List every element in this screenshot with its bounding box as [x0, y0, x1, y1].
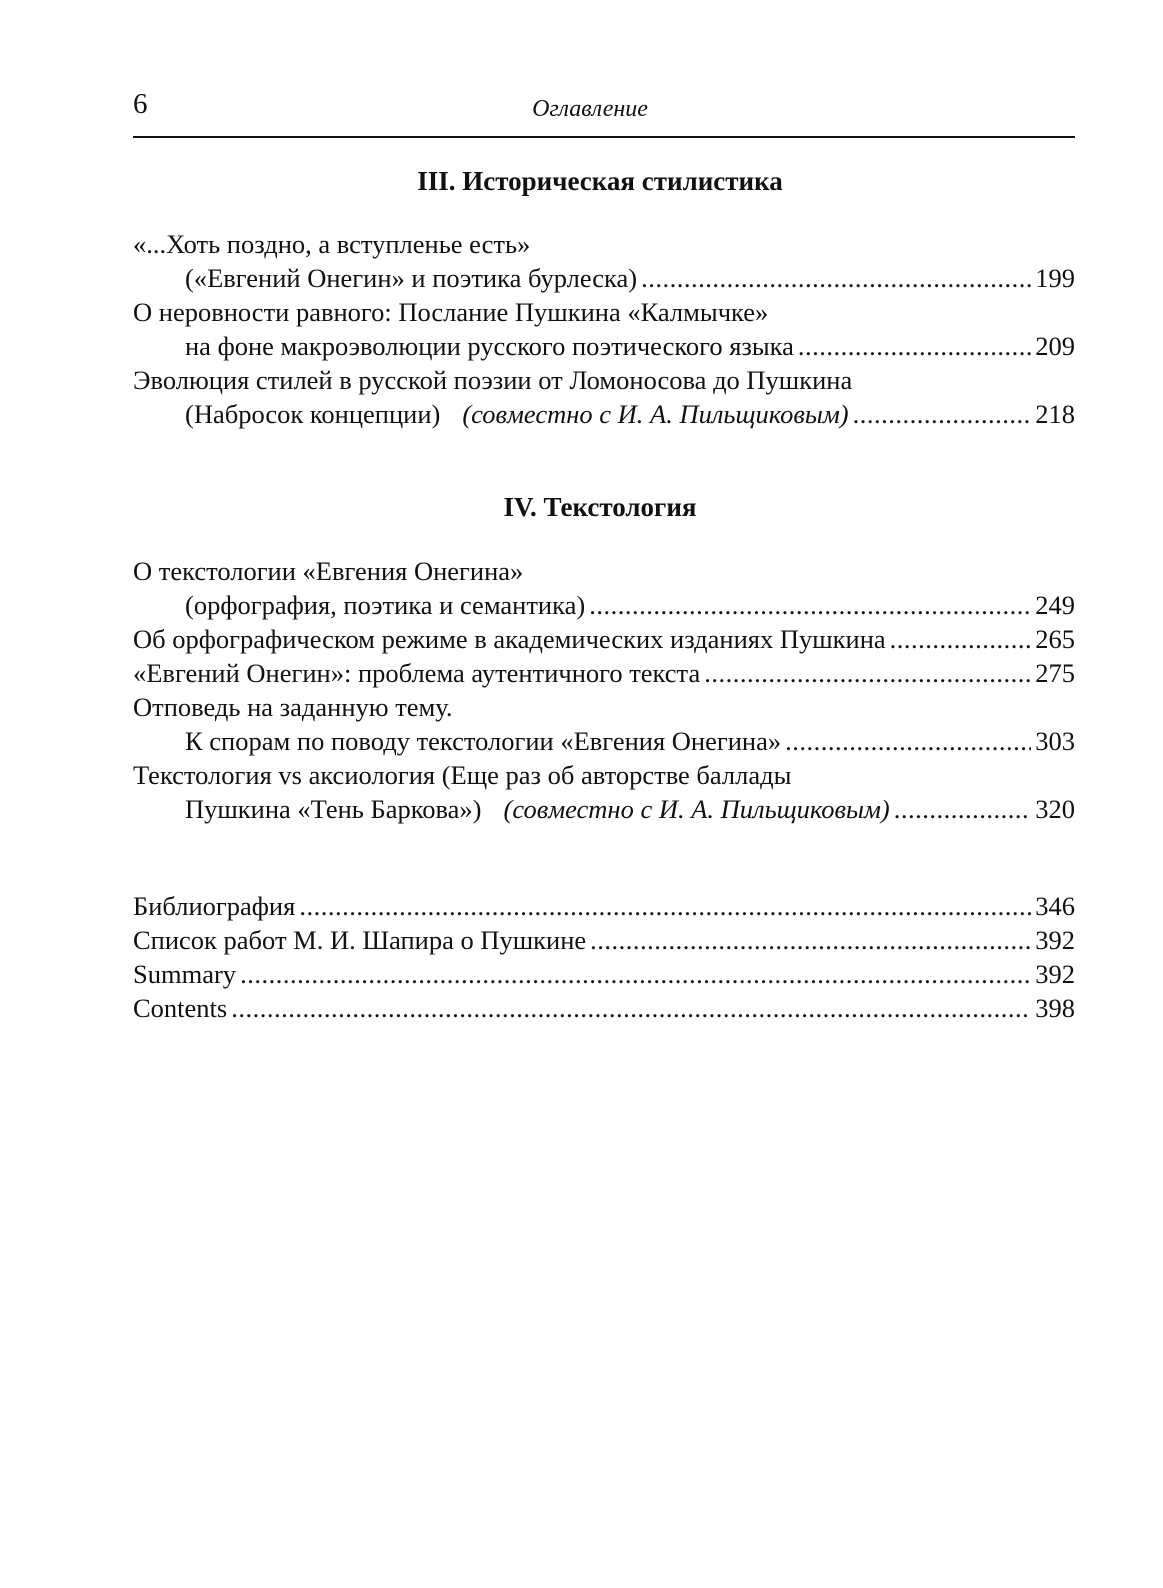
toc-page-number: 398 — [1035, 993, 1075, 1023]
toc-entry-line — [133, 656, 1075, 690]
toc-entry-line — [133, 227, 1075, 261]
toc-page-number: 209 — [1035, 331, 1075, 361]
toc-entry-line — [133, 991, 1075, 1025]
header-rule — [133, 136, 1075, 138]
toc-entry-line — [133, 758, 1075, 792]
toc-entry-title: Отповедь на заданную тему. — [133, 692, 453, 722]
toc-entry-subtitle: (орфография, поэтика и семантика) — [185, 590, 586, 620]
toc-back-matter — [133, 889, 1075, 1025]
toc-entry-line — [133, 792, 1075, 826]
toc-entry-line — [133, 889, 1075, 923]
dot-leader — [590, 923, 1031, 957]
toc-page-number: 275 — [1035, 658, 1075, 688]
toc-entry-line — [133, 295, 1075, 329]
section-title-3: III. Историческая стилистика — [417, 166, 783, 196]
toc-page-number: 249 — [1035, 590, 1075, 620]
toc-entry-title: Библиография — [133, 891, 296, 921]
toc-entry-line — [133, 588, 1075, 622]
toc-entry-subtitle: («Евгений Онегин» и поэтика бурлеска) — [185, 263, 638, 293]
toc-entry-subtitle: на фоне макроэволюции русского поэтического языка — [185, 331, 794, 361]
toc-author-note: (совместно с И. А. Пильщиковым) — [503, 794, 890, 824]
toc-entry-line — [133, 363, 1075, 397]
toc-page-number: 320 — [1035, 794, 1075, 824]
dot-leader — [890, 622, 1032, 656]
toc-entry-title: «Евгений Онегин»: проблема аутентичного текста — [133, 658, 701, 688]
dot-leader — [704, 656, 1031, 690]
dot-leader — [299, 889, 1031, 923]
toc-author-note: (совместно с И. А. Пильщиковым) — [462, 399, 849, 429]
dot-leader — [894, 792, 1032, 826]
toc-section-3 — [133, 227, 1075, 431]
toc-page-number: 199 — [1035, 263, 1075, 293]
dot-leader — [798, 329, 1031, 363]
toc-entry-line — [133, 923, 1075, 957]
toc-entry-line — [133, 724, 1075, 758]
page-number: 6 — [133, 88, 148, 120]
toc-entry-line — [133, 554, 1075, 588]
section-title-4: IV. Текстология — [503, 492, 697, 522]
toc-entry-title: Эволюция стилей в русской поэзии от Ломоносова до Пушкина — [133, 365, 853, 395]
dot-leader — [589, 588, 1031, 622]
toc-page-number: 392 — [1035, 925, 1075, 955]
toc-section-4 — [133, 554, 1075, 826]
toc-entry-title: О текстологии «Евгения Онегина» — [133, 556, 524, 586]
dot-leader — [231, 991, 1031, 1025]
toc-entry-title: О неровности равного: Послание Пушкина «Калмычке» — [133, 297, 769, 327]
toc-entry-subtitle: (Набросок концепции) — [185, 399, 441, 429]
toc-entry-line — [133, 397, 1075, 431]
toc-entry-line — [133, 622, 1075, 656]
toc-entry-title: Список работ М. И. Шапира о Пушкине — [133, 925, 587, 955]
dot-leader — [785, 724, 1031, 758]
toc-page-number: 346 — [1035, 891, 1075, 921]
dot-leader — [240, 957, 1031, 991]
toc-page-number: 303 — [1035, 726, 1075, 756]
toc-entry-line — [133, 329, 1075, 363]
toc-entry-title: Contents — [133, 993, 228, 1023]
toc-page-number: 265 — [1035, 624, 1075, 654]
toc-entry-subtitle: К спорам по поводу текстологии «Евгения Онегина» — [185, 726, 782, 756]
toc-page-number: 218 — [1035, 399, 1075, 429]
toc-entry-line — [133, 690, 1075, 724]
toc-entry-line — [133, 957, 1075, 991]
toc-entry-line — [133, 261, 1075, 295]
toc-entry-title: Summary — [133, 959, 237, 989]
dot-leader — [641, 261, 1031, 295]
toc-entry-subtitle: Пушкина «Тень Баркова») — [185, 794, 482, 824]
dot-leader — [853, 397, 1032, 431]
toc-entry-title: Текстология vs аксиология (Еще раз об авторстве баллады — [133, 760, 792, 790]
running-title: Оглавление — [532, 96, 648, 122]
toc-entry-title: «...Хоть поздно, а вступленье есть» — [133, 229, 531, 259]
toc-page-number: 392 — [1035, 959, 1075, 989]
toc-entry-title: Об орфографическом режиме в академических изданиях Пушкина — [133, 624, 886, 654]
